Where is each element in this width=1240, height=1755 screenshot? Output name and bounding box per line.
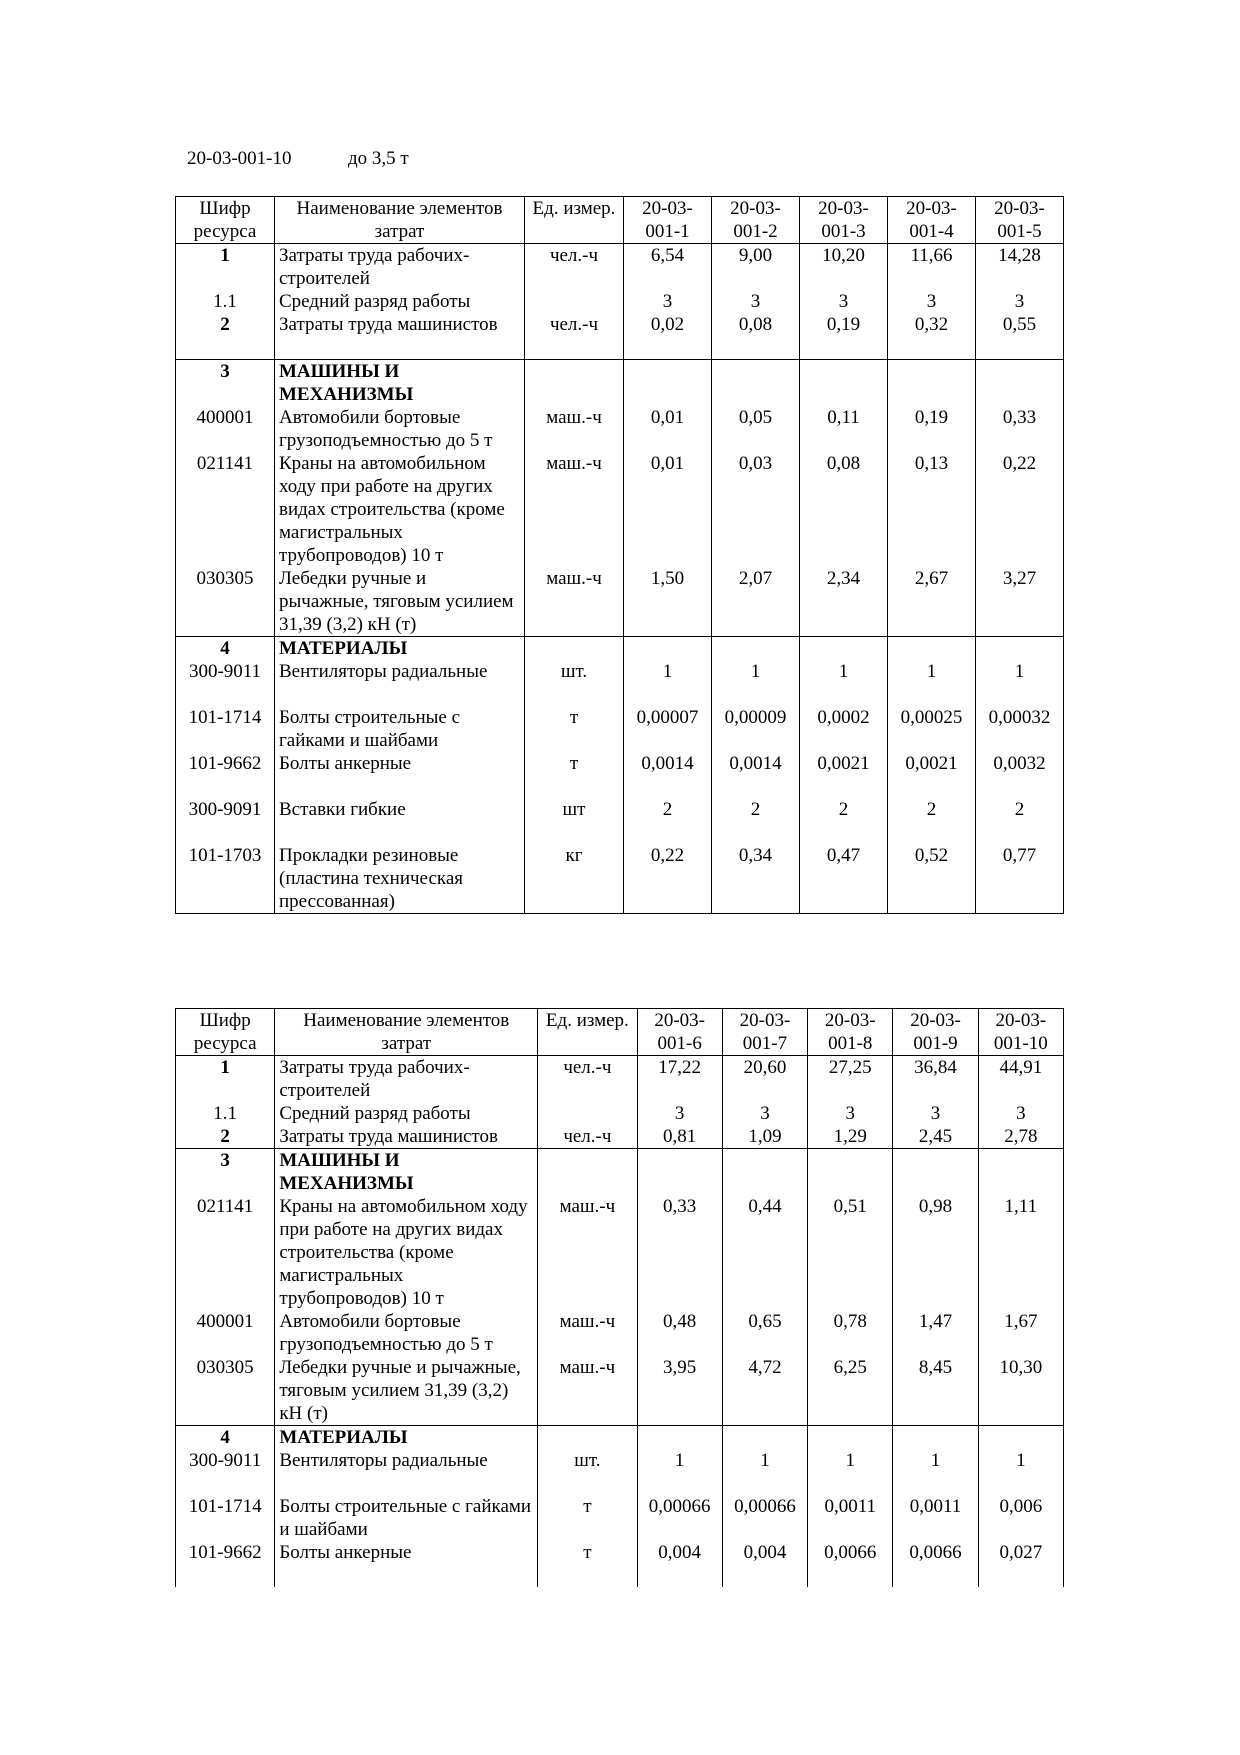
row-value: 0,11 <box>800 406 888 452</box>
row-value: 0,08 <box>712 313 800 359</box>
row-name: Автомобили бортовые грузоподъемностью до 5 т <box>275 406 525 452</box>
row-value <box>722 1426 807 1450</box>
row-value: 0,05 <box>712 406 800 452</box>
row-unit: шт <box>525 798 624 844</box>
row-value <box>624 359 712 406</box>
row-value: 0,98 <box>893 1195 978 1310</box>
row-name: МАШИНЫ И МЕХАНИЗМЫ <box>275 359 525 406</box>
row-value: 0,027 <box>978 1541 1063 1587</box>
row-code: 300-9011 <box>176 1449 275 1495</box>
row-value <box>712 359 800 406</box>
row-value: 0,55 <box>976 313 1064 359</box>
row-code: 400001 <box>176 1310 275 1356</box>
table-row <box>176 244 1064 291</box>
table-row <box>176 752 1064 798</box>
row-unit: кг <box>525 844 624 914</box>
row-value: 20,60 <box>722 1056 807 1103</box>
row-value: 0,0014 <box>712 752 800 798</box>
row-value: 0,006 <box>978 1495 1063 1541</box>
row-value: 2,45 <box>893 1125 978 1149</box>
row-unit <box>538 1102 637 1125</box>
row-value: 3 <box>976 290 1064 313</box>
row-value: 2 <box>712 798 800 844</box>
header-col: 20-03-001-2 <box>712 197 800 244</box>
row-value: 0,02 <box>624 313 712 359</box>
row-value: 3 <box>800 290 888 313</box>
row-value: 3 <box>888 290 976 313</box>
row-name: Средний разряд работы <box>275 1102 538 1125</box>
row-value: 1 <box>976 660 1064 706</box>
row-name: Болты строительные с гайками и шайбами <box>275 1495 538 1541</box>
row-name: Затраты труда машинистов <box>275 313 525 359</box>
row-value: 0,08 <box>800 452 888 567</box>
row-code: 101-1714 <box>176 706 275 752</box>
row-value: 3 <box>893 1102 978 1125</box>
table-row <box>176 636 1064 660</box>
table-row <box>176 567 1064 637</box>
table-row <box>176 1056 1064 1103</box>
row-value: 0,00032 <box>976 706 1064 752</box>
table-row <box>176 313 1064 359</box>
row-value: 0,65 <box>722 1310 807 1356</box>
row-value: 1 <box>624 660 712 706</box>
page-heading <box>187 147 409 171</box>
row-code: 101-1703 <box>176 844 275 914</box>
row-value: 1 <box>800 660 888 706</box>
row-value: 0,81 <box>637 1125 722 1149</box>
row-value: 17,22 <box>637 1056 722 1103</box>
row-unit <box>538 1426 637 1450</box>
row-value <box>976 636 1064 660</box>
table-row <box>176 660 1064 706</box>
row-value: 1,50 <box>624 567 712 637</box>
row-value: 0,00025 <box>888 706 976 752</box>
header-col: 20-03-001-7 <box>722 1009 807 1056</box>
row-code: 021141 <box>176 1195 275 1310</box>
row-code: 3 <box>176 359 275 406</box>
row-unit: т <box>538 1495 637 1541</box>
row-value: 3,95 <box>637 1356 722 1426</box>
row-name: Вставки гибкие <box>275 798 525 844</box>
row-name: МАТЕРИАЛЫ <box>275 636 525 660</box>
row-name: Болты строительные с гайками и шайбами <box>275 706 525 752</box>
header-unit: Ед. измер. <box>538 1009 637 1056</box>
row-value: 0,01 <box>624 452 712 567</box>
row-value <box>893 1426 978 1450</box>
row-value: 6,25 <box>808 1356 893 1426</box>
row-value: 0,47 <box>800 844 888 914</box>
row-name: Краны на автомобильном ходу при работе на других видах строительства (кроме магистральных трубопроводов) 10 т <box>275 1195 538 1310</box>
row-code: 1 <box>176 1056 275 1103</box>
row-code: 101-9662 <box>176 752 275 798</box>
row-name: Прокладки резиновые (пластина техническая прессованная) <box>275 844 525 914</box>
row-value: 3 <box>808 1102 893 1125</box>
row-value: 27,25 <box>808 1056 893 1103</box>
row-code: 300-9011 <box>176 660 275 706</box>
row-value: 2,07 <box>712 567 800 637</box>
row-code: 1 <box>176 244 275 291</box>
row-unit: маш.-ч <box>525 567 624 637</box>
row-value: 0,19 <box>800 313 888 359</box>
table-row <box>176 1125 1064 1149</box>
row-code: 101-9662 <box>176 1541 275 1587</box>
row-name: Вентиляторы радиальные <box>275 660 525 706</box>
table-row <box>176 1310 1064 1356</box>
row-unit: маш.-ч <box>525 406 624 452</box>
row-value: 0,51 <box>808 1195 893 1310</box>
row-value <box>888 636 976 660</box>
table-row <box>176 798 1064 844</box>
row-code: 021141 <box>176 452 275 567</box>
table-row <box>176 359 1064 406</box>
row-value <box>893 1149 978 1196</box>
row-value: 2 <box>800 798 888 844</box>
header-col: 20-03-001-6 <box>637 1009 722 1056</box>
header-code: Шифр ресурса <box>176 1009 275 1056</box>
row-value: 0,34 <box>712 844 800 914</box>
row-value <box>722 1149 807 1196</box>
row-value <box>808 1426 893 1450</box>
row-value: 1,29 <box>808 1125 893 1149</box>
row-value: 6,54 <box>624 244 712 291</box>
row-value: 2,78 <box>978 1125 1063 1149</box>
row-value: 0,32 <box>888 313 976 359</box>
table-row <box>176 1149 1064 1196</box>
row-value: 3 <box>712 290 800 313</box>
row-value: 0,0011 <box>893 1495 978 1541</box>
row-value: 11,66 <box>888 244 976 291</box>
row-value: 0,01 <box>624 406 712 452</box>
row-unit: шт. <box>525 660 624 706</box>
row-name: МАШИНЫ И МЕХАНИЗМЫ <box>275 1149 538 1196</box>
header-name: Наименование элементов затрат <box>275 1009 538 1056</box>
row-value: 3 <box>637 1102 722 1125</box>
row-value <box>808 1149 893 1196</box>
row-name: Болты анкерные <box>275 1541 538 1587</box>
row-value: 8,45 <box>893 1356 978 1426</box>
row-unit: шт. <box>538 1449 637 1495</box>
row-unit: чел.-ч <box>538 1056 637 1103</box>
row-value: 0,00007 <box>624 706 712 752</box>
row-value: 0,13 <box>888 452 976 567</box>
row-name: Затраты труда рабочих-строителей <box>275 1056 538 1103</box>
table-row <box>176 290 1064 313</box>
row-name: Лебедки ручные и рычажные, тяговым усилием 31,39 (3,2) кН (т) <box>275 567 525 637</box>
row-unit <box>525 636 624 660</box>
table-row <box>176 844 1064 914</box>
row-value: 1,47 <box>893 1310 978 1356</box>
row-value <box>800 359 888 406</box>
row-value: 0,0011 <box>808 1495 893 1541</box>
row-value: 36,84 <box>893 1056 978 1103</box>
row-value: 2,67 <box>888 567 976 637</box>
header-col: 20-03-001-5 <box>976 197 1064 244</box>
row-value: 0,0066 <box>893 1541 978 1587</box>
row-value: 1 <box>808 1449 893 1495</box>
row-code: 300-9091 <box>176 798 275 844</box>
row-value <box>637 1426 722 1450</box>
row-value: 0,004 <box>637 1541 722 1587</box>
row-value: 44,91 <box>978 1056 1063 1103</box>
row-value: 0,0066 <box>808 1541 893 1587</box>
row-value: 0,00066 <box>637 1495 722 1541</box>
table-row <box>176 1541 1064 1587</box>
table-row <box>176 1195 1064 1310</box>
row-value: 1 <box>722 1449 807 1495</box>
row-unit: маш.-ч <box>538 1356 637 1426</box>
row-name: Автомобили бортовые грузоподъемностью до 5 т <box>275 1310 538 1356</box>
row-code: 1.1 <box>176 290 275 313</box>
row-value: 3 <box>624 290 712 313</box>
row-value: 0,19 <box>888 406 976 452</box>
row-unit <box>525 290 624 313</box>
header-col: 20-03-001-1 <box>624 197 712 244</box>
row-value: 0,22 <box>624 844 712 914</box>
row-code: 3 <box>176 1149 275 1196</box>
row-code: 1.1 <box>176 1102 275 1125</box>
row-value <box>637 1149 722 1196</box>
row-name: Лебедки ручные и рычажные, тяговым усилием 31,39 (3,2) кН (т) <box>275 1356 538 1426</box>
table-row <box>176 406 1064 452</box>
row-unit: маш.-ч <box>525 452 624 567</box>
row-value: 4,72 <box>722 1356 807 1426</box>
row-value: 0,44 <box>722 1195 807 1310</box>
row-value: 1 <box>888 660 976 706</box>
row-value: 3 <box>722 1102 807 1125</box>
row-name: Средний разряд работы <box>275 290 525 313</box>
row-unit: чел.-ч <box>525 244 624 291</box>
row-value: 3 <box>978 1102 1063 1125</box>
table-row <box>176 1426 1064 1450</box>
row-value: 3,27 <box>976 567 1064 637</box>
row-code: 030305 <box>176 1356 275 1426</box>
row-value: 0,33 <box>976 406 1064 452</box>
row-name: Краны на автомобильном ходу при работе на других видах строительства (кроме магистральных трубопроводов) 10 т <box>275 452 525 567</box>
row-unit: т <box>538 1541 637 1587</box>
row-value: 0,00066 <box>722 1495 807 1541</box>
row-unit: маш.-ч <box>538 1310 637 1356</box>
row-name: Затраты труда рабочих-строителей <box>275 244 525 291</box>
row-name: МАТЕРИАЛЫ <box>275 1426 538 1450</box>
table-row <box>176 706 1064 752</box>
row-unit: чел.-ч <box>538 1125 637 1149</box>
row-name: Затраты труда машинистов <box>275 1125 538 1149</box>
table-row <box>176 1102 1064 1125</box>
row-value: 0,33 <box>637 1195 722 1310</box>
row-code: 4 <box>176 1426 275 1450</box>
row-unit <box>538 1149 637 1196</box>
row-value <box>978 1426 1063 1450</box>
row-value: 1 <box>978 1449 1063 1495</box>
row-unit: т <box>525 752 624 798</box>
row-value: 2,34 <box>800 567 888 637</box>
header-col: 20-03-001-10 <box>978 1009 1063 1056</box>
row-value: 0,0032 <box>976 752 1064 798</box>
row-value: 0,00009 <box>712 706 800 752</box>
row-value: 0,77 <box>976 844 1064 914</box>
norms-table-2 <box>175 1008 1064 1587</box>
row-value <box>978 1149 1063 1196</box>
row-value: 0,004 <box>722 1541 807 1587</box>
row-value: 10,30 <box>978 1356 1063 1426</box>
heading-code: 20-03-001-10 <box>187 148 292 169</box>
row-value: 0,0002 <box>800 706 888 752</box>
row-value: 1,11 <box>978 1195 1063 1310</box>
row-value: 2 <box>888 798 976 844</box>
row-unit: чел.-ч <box>525 313 624 359</box>
row-value: 14,28 <box>976 244 1064 291</box>
row-value: 0,48 <box>637 1310 722 1356</box>
row-value: 0,0014 <box>624 752 712 798</box>
row-value <box>976 359 1064 406</box>
header-col: 20-03-001-9 <box>893 1009 978 1056</box>
table-row <box>176 1495 1064 1541</box>
header-col: 20-03-001-3 <box>800 197 888 244</box>
row-code: 2 <box>176 313 275 359</box>
row-unit: маш.-ч <box>538 1195 637 1310</box>
row-value: 10,20 <box>800 244 888 291</box>
row-value: 0,78 <box>808 1310 893 1356</box>
header-name: Наименование элементов затрат <box>275 197 525 244</box>
table-row <box>176 1449 1064 1495</box>
row-value: 1 <box>893 1449 978 1495</box>
row-value: 0,03 <box>712 452 800 567</box>
row-value: 2 <box>624 798 712 844</box>
row-name: Болты анкерные <box>275 752 525 798</box>
row-value <box>624 636 712 660</box>
heading-text: до 3,5 т <box>348 148 409 169</box>
row-value: 0,0021 <box>888 752 976 798</box>
row-value: 1 <box>637 1449 722 1495</box>
row-unit <box>525 359 624 406</box>
table-row <box>176 1356 1064 1426</box>
row-value: 9,00 <box>712 244 800 291</box>
row-name: Вентиляторы радиальные <box>275 1449 538 1495</box>
table-header-row <box>176 1009 1064 1056</box>
header-col: 20-03-001-4 <box>888 197 976 244</box>
row-unit: т <box>525 706 624 752</box>
row-code: 4 <box>176 636 275 660</box>
row-value: 0,0021 <box>800 752 888 798</box>
table-row <box>176 452 1064 567</box>
row-value: 1 <box>712 660 800 706</box>
row-value: 1,09 <box>722 1125 807 1149</box>
row-value <box>712 636 800 660</box>
header-col: 20-03-001-8 <box>808 1009 893 1056</box>
row-value <box>800 636 888 660</box>
row-code: 2 <box>176 1125 275 1149</box>
row-code: 101-1714 <box>176 1495 275 1541</box>
header-code: Шифр ресурса <box>176 197 275 244</box>
row-value: 0,52 <box>888 844 976 914</box>
header-unit: Ед. измер. <box>525 197 624 244</box>
row-value: 2 <box>976 798 1064 844</box>
norms-table-1 <box>175 196 1064 914</box>
row-code: 400001 <box>176 406 275 452</box>
row-value: 0,22 <box>976 452 1064 567</box>
row-code: 030305 <box>176 567 275 637</box>
row-value <box>888 359 976 406</box>
row-value: 1,67 <box>978 1310 1063 1356</box>
table-header-row <box>176 197 1064 244</box>
